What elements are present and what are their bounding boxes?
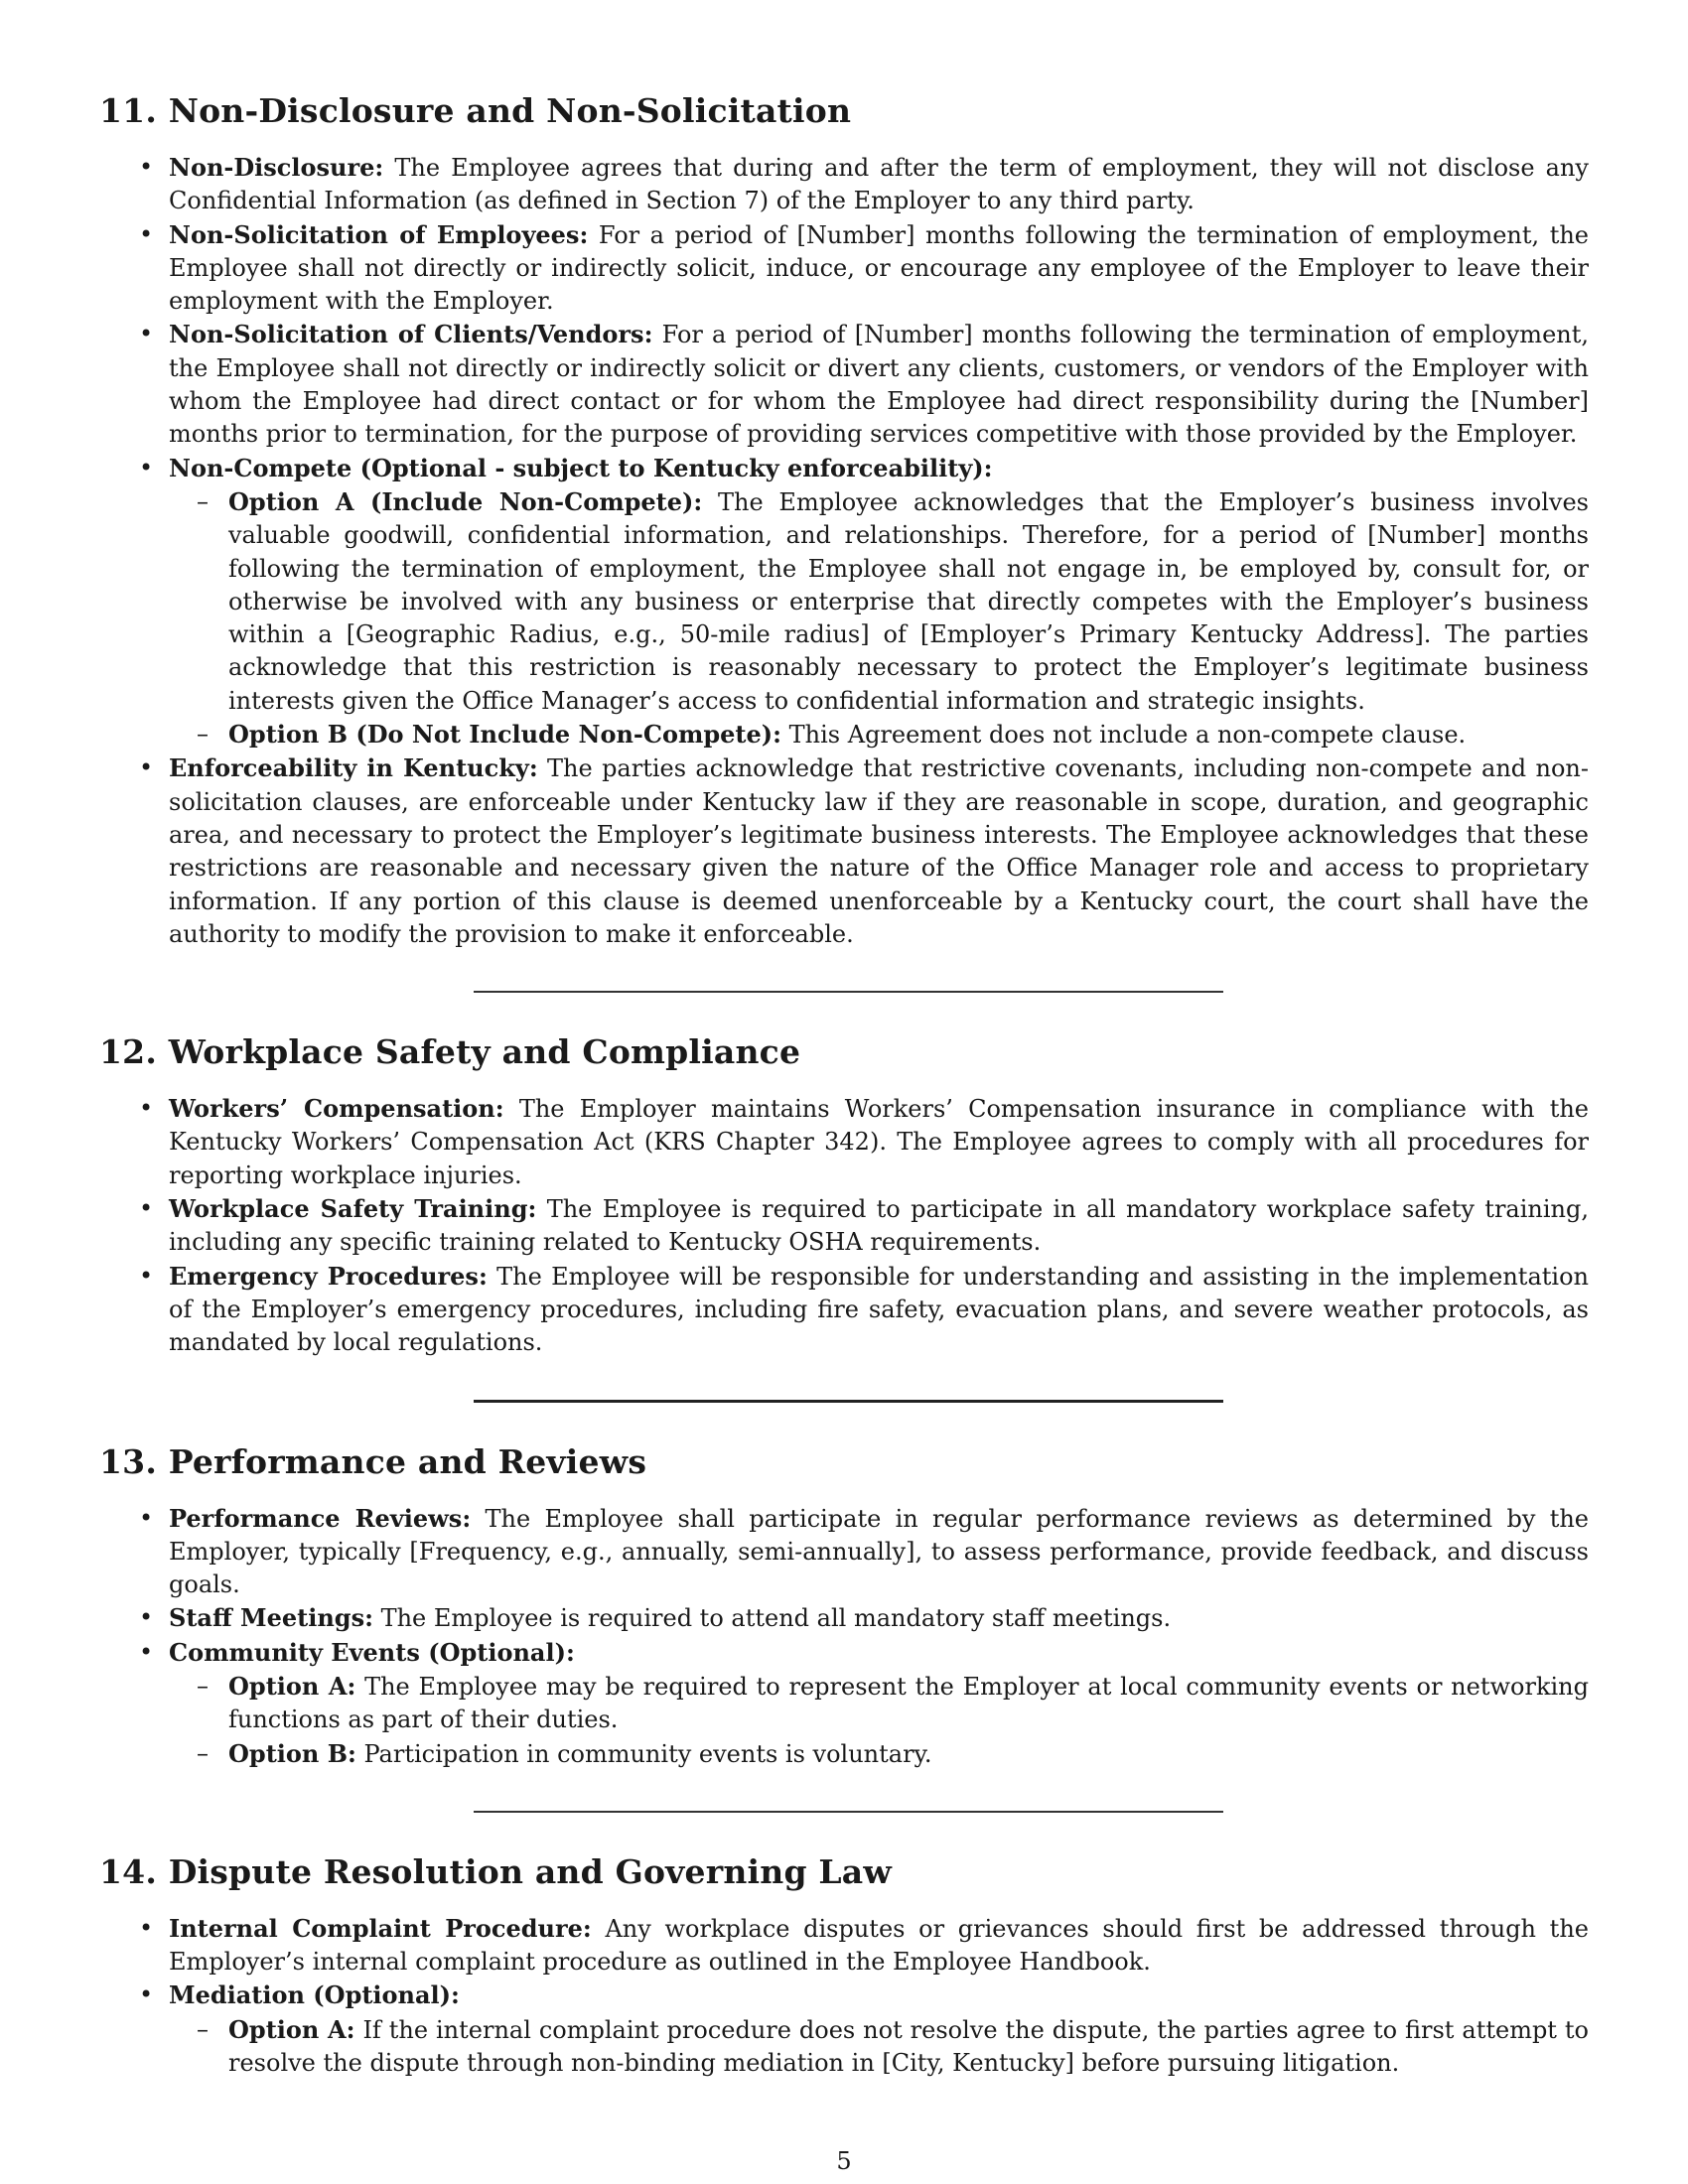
item-label: Internal Complaint Procedure:	[169, 1913, 592, 1943]
sub-list	[169, 2013, 1589, 2081]
list-item	[99, 1192, 1589, 1260]
sub-item-label: Option B:	[228, 1738, 356, 1768]
section-list	[99, 1912, 1589, 2080]
bullet-icon: •	[139, 1261, 154, 1290]
section-heading: 11. Non-Disclosure and Non-Solicitation	[99, 91, 852, 130]
section-14	[99, 1852, 1589, 2080]
bullet-icon: •	[139, 219, 154, 248]
list-item	[99, 1636, 1589, 1771]
page-number: 5	[836, 2147, 852, 2175]
item-text: For a period of [Number] months following the termination of employment, the Employee shall not directly or indirectly solicit, induce, or encourage any employee of the Employer to leave their employment with the Employer.	[169, 220, 1589, 316]
list-item	[99, 1601, 1589, 1635]
section-heading: 13. Performance and Reviews	[99, 1441, 647, 1481]
list-item	[99, 452, 1589, 752]
bullet-icon: •	[139, 1913, 154, 1942]
bullet-icon: •	[139, 1637, 154, 1666]
sub-item	[167, 1670, 1589, 1737]
section-list	[99, 1502, 1589, 1771]
list-item	[99, 151, 1589, 218]
sub-item	[167, 485, 1589, 718]
list-item	[99, 1912, 1589, 1979]
dash-icon: –	[197, 486, 209, 515]
item-text: Any workplace disputes or grievances should first be addressed through the Employer’s internal complaint procedure as outlined in the Employee Handbook.	[169, 1914, 1589, 1977]
sub-item-label: Option B (Do Not Include Non-Compete):	[228, 720, 782, 750]
sub-item-label: Option A (Include Non-Compete):	[228, 486, 703, 516]
item-label: Staff Meetings:	[169, 1603, 373, 1633]
item-label: Community Events (Optional):	[169, 1637, 575, 1667]
bullet-icon: •	[139, 320, 154, 348]
dash-icon: –	[197, 2014, 209, 2043]
section-divider	[474, 991, 1223, 993]
item-label: Workers’ Compensation:	[169, 1094, 504, 1124]
sub-item	[167, 2013, 1589, 2081]
sub-list	[169, 1670, 1589, 1771]
item-text: The Employer maintains Workers’ Compensation insurance in compliance with the Kentucky Workers’ Compensation Act (KRS Chapter 342). The Employee agrees to comply with all procedures for reporting workplace injuries.	[169, 1095, 1590, 1189]
section-heading: 14. Dispute Resolution and Governing Law	[99, 1851, 893, 1891]
list-item	[99, 751, 1589, 951]
document-page	[99, 91, 1589, 2080]
list-item	[99, 218, 1589, 319]
dash-icon: –	[197, 1671, 209, 1700]
section-list	[99, 151, 1589, 951]
bullet-icon: •	[139, 1503, 154, 1532]
bullet-icon: •	[139, 1094, 154, 1123]
list-item	[99, 1092, 1589, 1192]
item-text: The Employee agrees that during and after the term of employment, they will not disclose any Confidential Information (as defined in Section 7) of the Employer to any third party.	[169, 154, 1589, 215]
section-divider	[474, 1400, 1223, 1403]
item-text: The Employee is required to attend all mandatory staff meetings.	[372, 1604, 1172, 1633]
sub-item-text: Participation in community events is voluntary.	[355, 1739, 932, 1768]
list-item	[99, 318, 1589, 451]
section-list	[99, 1092, 1589, 1359]
bullet-icon: •	[139, 1980, 154, 2009]
item-text: The Employee is required to participate in all mandatory workplace safety training, including any specific training related to Kentucky OSHA requirements.	[169, 1195, 1589, 1257]
dash-icon: –	[197, 1738, 209, 1767]
item-text: The parties acknowledge that restrictive covenants, including non-compete and non-solicitation clauses, are enforceable under Kentucky law if they are reasonable in scope, duration, and geographic area, and necessary to protect the Employer’s legitimate business interests. The Employee acknowledges that these restrictions are reasonable and necessary given the nature of the Office Manager role and access to proprietary information. If any portion of this clause is deemed unenforceable by a Kentucky court, the court shall have the authority to modify the provision to make it enforceable.	[169, 754, 1589, 948]
list-item	[99, 1260, 1589, 1360]
section-12	[99, 1032, 1589, 1359]
section-11	[99, 91, 1589, 951]
item-label: Workplace Safety Training:	[169, 1194, 537, 1224]
sub-item	[167, 1737, 1589, 1771]
list-item	[99, 1502, 1589, 1602]
section-heading: 12. Workplace Safety and Compliance	[99, 1032, 801, 1072]
item-text: The Employee will be responsible for understanding and assisting in the implementation of the Employer’s emergency procedures, including fire safety, evacuation plans, and severe weather protocols, as mandated by local regulations.	[169, 1262, 1589, 1357]
section-divider	[474, 1811, 1223, 1813]
item-label: Non-Disclosure:	[169, 153, 384, 182]
sub-item	[167, 718, 1589, 751]
bullet-icon: •	[139, 1603, 154, 1632]
bullet-icon: •	[139, 1194, 154, 1223]
sub-item-label: Option A:	[228, 1671, 356, 1701]
bullet-icon: •	[139, 153, 154, 181]
bullet-icon: •	[139, 453, 154, 481]
list-item	[99, 1979, 1589, 2080]
item-label: Enforceability in Kentucky:	[169, 753, 538, 783]
item-label: Emergency Procedures:	[169, 1261, 488, 1291]
section-13	[99, 1442, 1589, 1771]
item-label: Non-Solicitation of Employees:	[169, 219, 589, 249]
dash-icon: –	[197, 720, 209, 749]
sub-item-text: If the internal complaint procedure does not resolve the dispute, the parties agree to first attempt to resolve the dispute through non-binding mediation in [City, Kentucky] before pursuing litigation.	[228, 2015, 1589, 2078]
item-label: Non-Solicitation of Clients/Vendors:	[169, 320, 653, 349]
sub-item-text: The Employee acknowledges that the Employer’s business involves valuable goodwill, confidential information, and relationships. Therefore, for a period of [Number] months following the termination of employment, the Employee shall not engage in, be employed by, consult for, or otherwise be involved with any business or enterprise that directly competes with the Employer’s business within a [Geographic Radius, e.g., 50-mile radius] of [Employer’s Primary Kentucky Address]. The parties acknowledge that this restriction is reasonably necessary to protect the Employer’s legitimate business interests given the Office Manager’s access to confidential information and strategic insights.	[228, 487, 1589, 715]
item-text: The Employee shall participate in regular performance reviews as determined by the Employer, typically [Frequency, e.g., annually, semi-annually], to assess performance, provide feedback, and discuss goals.	[169, 1504, 1589, 1599]
item-label: Non-Compete (Optional - subject to Kentucky enforceability):	[169, 453, 993, 482]
sub-list	[169, 485, 1589, 751]
item-label: Mediation (Optional):	[169, 1980, 460, 2010]
item-text: For a period of [Number] months following the termination of employment, the Employee shall not directly or indirectly solicit or divert any clients, customers, or vendors of the Employer with whom the Employee had direct contact or for whom the Employee had direct responsibility during the [Number] months prior to termination, for the purpose of providing services competitive with those provided by the Employer.	[169, 321, 1589, 449]
sub-item-text: This Agreement does not include a non-compete clause.	[781, 721, 1467, 750]
item-label: Performance Reviews:	[169, 1503, 472, 1533]
sub-item-text: The Employee may be required to represent the Employer at local community events or networking functions as part of their duties.	[228, 1672, 1589, 1734]
bullet-icon: •	[139, 753, 154, 782]
sub-item-label: Option A:	[228, 2014, 355, 2044]
